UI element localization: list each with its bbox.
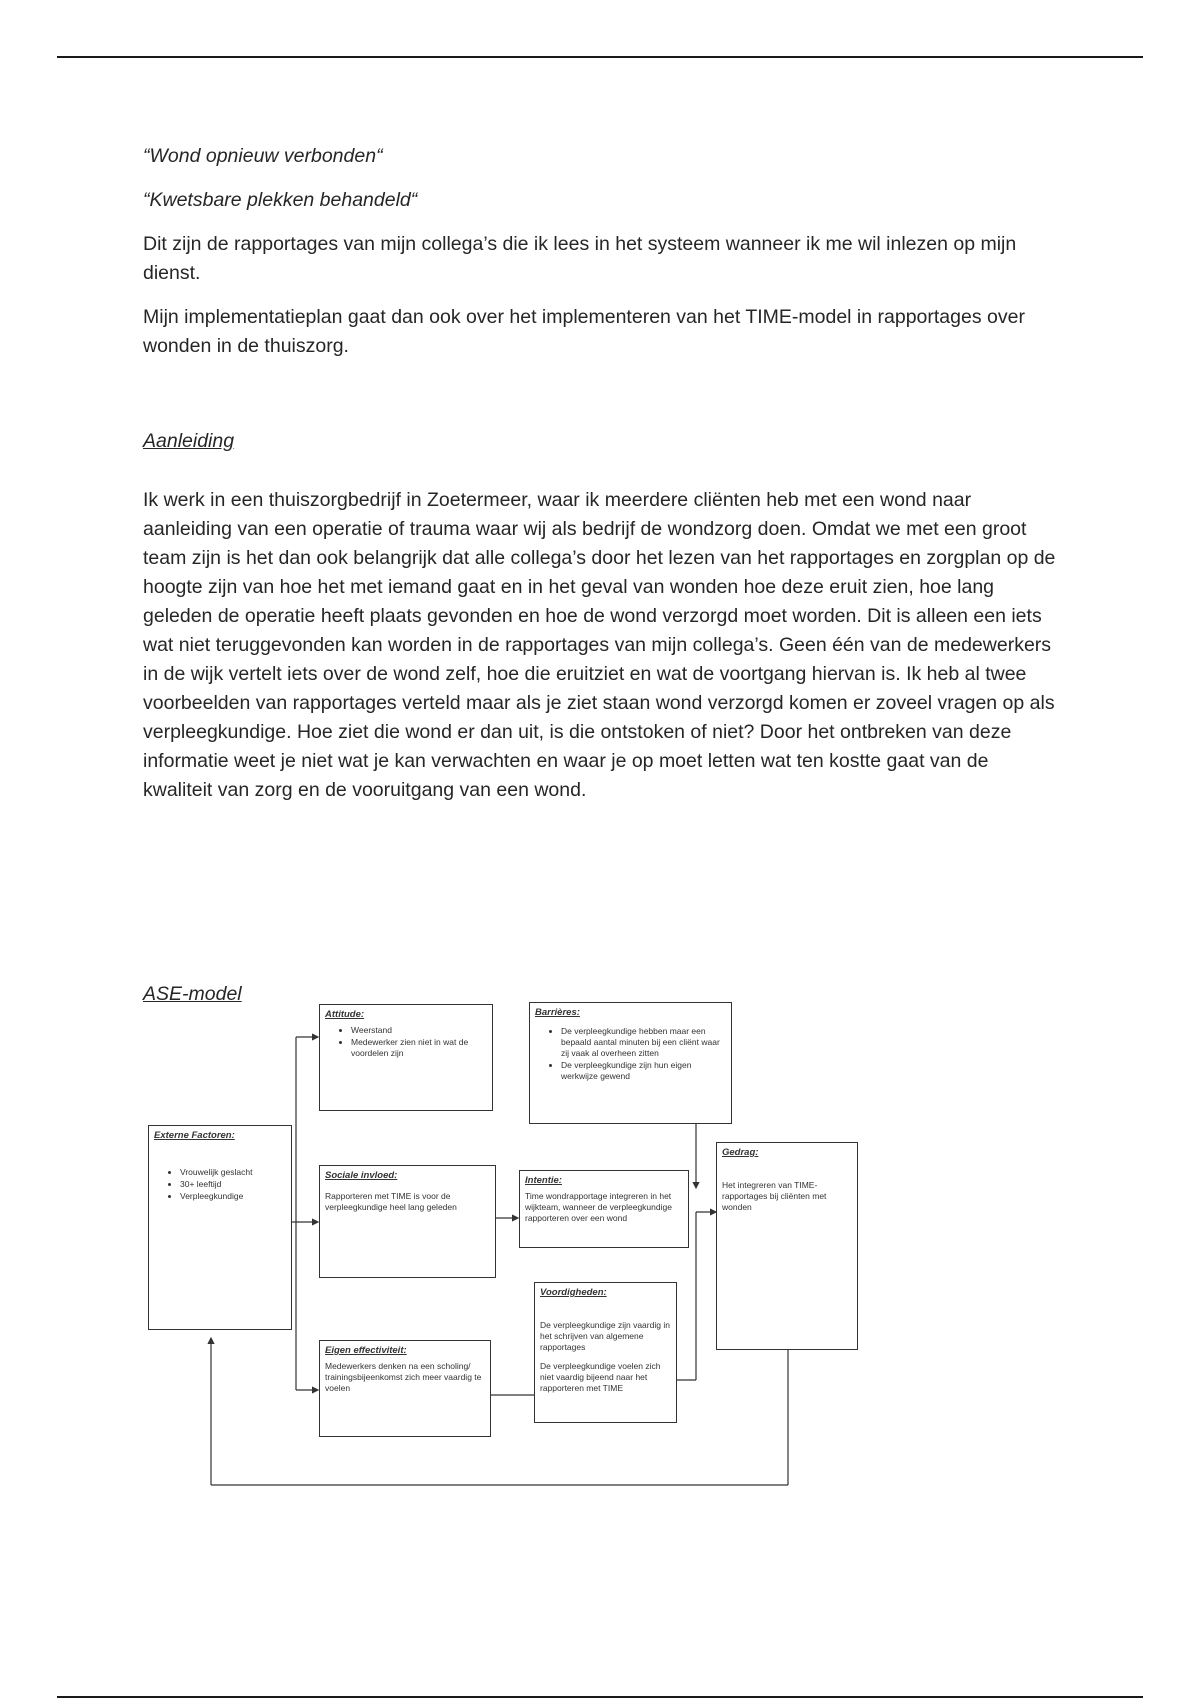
heading-aanleiding: Aanleiding xyxy=(143,430,235,452)
gedrag-title: Gedrag: xyxy=(722,1147,759,1158)
ase-model-diagram xyxy=(143,990,865,1492)
box-voordelen xyxy=(534,1282,677,1423)
box-gedrag xyxy=(716,1142,858,1350)
eigen-title: Eigen effectiviteit: xyxy=(325,1345,407,1356)
barrieres-item: • De verpleegkundige zijn hun eigen werkwijze gewend xyxy=(561,1060,726,1082)
voordelen-text: De verpleegkundige voelen zich niet vaardig bijeend naar het rapporteren met TIME xyxy=(540,1361,661,1393)
sociale-text: Rapporteren met TIME is voor de verpleegkundige heel lang geleden xyxy=(325,1191,457,1212)
header-rule xyxy=(57,56,1143,58)
box-attitude xyxy=(319,1004,493,1111)
externe-item: • Vrouwelijk geslacht xyxy=(180,1167,286,1178)
attitude-item: • Weerstand xyxy=(351,1025,487,1036)
paragraph-plan: Mijn implementatieplan gaat dan ook over het implementeren van het TIME-model in rapportages over wonden in de thuiszorg. xyxy=(143,306,1025,357)
gedrag-text: Het integreren van TIME-rapportages bij cliënten met wonden xyxy=(722,1180,827,1212)
paragraph-intro: Dit zijn de rapportages van mijn collega’s die ik lees in het systeem wanneer ik me wil inlezen op mijn dienst. xyxy=(143,233,1017,284)
report-quote-1: “Wond opnieuw verbonden“ xyxy=(143,145,383,167)
intentie-text: Time wondrapportage integreren in het wijkteam, wanneer de verpleegkundige rapporteren over een wond xyxy=(525,1191,672,1223)
attitude-title: Attitude: xyxy=(325,1009,365,1020)
externe-title: Externe Factoren: xyxy=(154,1130,235,1141)
attitude-item: • Medewerker zien niet in wat de voordelen zijn xyxy=(351,1037,487,1059)
box-sociale-invloed xyxy=(319,1165,496,1278)
externe-item: • 30+ leeftijd xyxy=(180,1179,286,1190)
box-barrieres xyxy=(529,1002,732,1124)
report-quote-2: “Kwetsbare plekken behandeld“ xyxy=(143,189,418,211)
box-intentie xyxy=(519,1170,689,1248)
paragraph-aanleiding: Ik werk in een thuiszorgbedrijf in Zoetermeer, waar ik meerdere cliënten heb met een wond naar aanleiding van een operatie of trauma waar wij als bedrijf de wondzorg doen. Omdat we met een groot team zijn is het dan ook belangrijk dat alle collega’s door het lezen van het rapportages en zorgplan op de hoogte zijn van hoe het met iemand gaat en in het geval van wonden hoe deze eruit zien, hoe lang geleden de operatie heeft plaats gevonden en hoe de wond verzorgd moet worden. Dit is alleen een iets wat niet teruggevonden kan worden in de rapportages van mijn collega’s. Geen één van de medewerkers in de wijk vertelt iets over de wond zelf, hoe die eruitziet en wat de voortgang hiervan is. Ik heb al twee voorbeelden van rapportages verteld maar als je ziet staan wond verzorgd komen er zoveel vragen op als verpleegkundige. Hoe ziet die wond er dan uit, is die ontstoken of niet? Door het ontbreken van deze informatie weet je niet wat je kan verwachten en waar je op moet letten wat ten kostte gaat van de kwaliteit van zorg en de vooruitgang van een wond. xyxy=(143,489,1056,801)
sociale-title: Sociale invloed: xyxy=(325,1170,398,1181)
box-eigen-effectiviteit xyxy=(319,1340,491,1437)
footer-rule xyxy=(57,1696,1143,1698)
voordelen-title: Voordigheden: xyxy=(540,1287,607,1298)
barrieres-title: Barrières: xyxy=(535,1007,580,1018)
barrieres-item: • De verpleegkundige hebben maar een bepaald aantal minuten bij een cliënt waar zij vaak al overheen zitten xyxy=(561,1026,726,1059)
voordelen-text: De verpleegkundige zijn vaardig in het schrijven van algemene rapportages xyxy=(540,1320,670,1352)
box-externe-factoren xyxy=(148,1125,292,1330)
eigen-text: Medewerkers denken na een scholing/ trainingsbijeenkomst zich meer vaardig te voelen xyxy=(325,1361,482,1393)
externe-item: • Verpleegkundige xyxy=(180,1191,286,1202)
intentie-title: Intentie: xyxy=(525,1175,562,1186)
document-body xyxy=(143,142,1063,1024)
heading-ase-model: ASE-model xyxy=(143,983,242,1005)
